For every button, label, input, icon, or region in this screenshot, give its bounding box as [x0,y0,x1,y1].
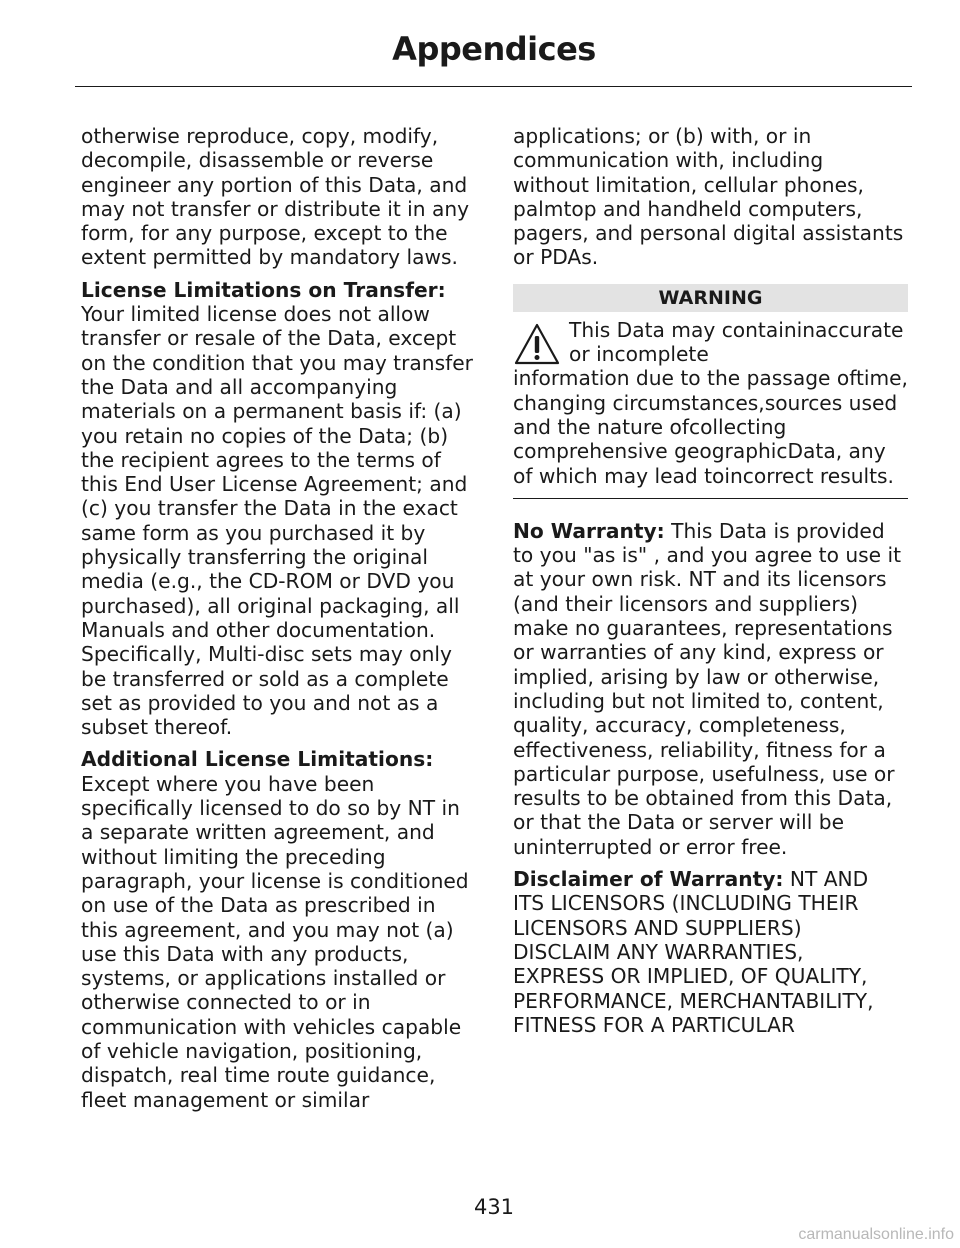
text-line: EXPRESS OR IMPLIED, OF QUALITY, [513,964,868,989]
warning-header: WARNING [513,284,908,312]
text-line: ITS LICENSORS (INCLUDING THEIR [513,891,859,916]
text-line: implied, arising by law or otherwise, [513,664,880,689]
paragraph-additional-limitations [81,747,476,1111]
text-line: information due to the passage of [513,366,856,391]
text-line: DISCLAIM ANY WARRANTIES, [513,939,804,964]
paragraph-disclaimer [513,867,908,1037]
warning-triangle-icon [513,322,561,366]
text-line: subset thereof. [81,715,233,740]
text-line: including but not limited to, content, [513,688,884,713]
heading-disclaimer: Disclaimer of Warranty: [513,867,784,892]
no-warranty-body [513,543,908,859]
text-line: paragraph, your license is conditioned [81,868,469,893]
text-line: results to be obtained from this Data, [513,786,893,811]
warning-text-indented [513,318,908,367]
warning-text [513,366,908,487]
disclaimer-first-rest: NT AND [783,867,869,892]
no-warranty-first-rest: This Data is provided [664,518,885,543]
text-line: you retain no copies of the Data; (b) [81,423,449,448]
text-line: on the condition that you may transfer [81,350,473,375]
text-line: specifically licensed to do so by NT in [81,796,460,821]
text-line: This Data may contain [569,317,797,342]
page-number: 431 [473,1195,515,1219]
text-line: same form as you purchased it by [81,520,426,545]
text-line: make no guarantees, representations [513,616,893,641]
text-line: media (e.g., the CD-ROM or DVD you [81,569,455,594]
header-divider [75,86,912,87]
heading-additional-limitations: Additional License Limitations: [81,747,434,772]
paragraph-reproduction [81,124,476,270]
text-line: fleet management or similar [81,1087,370,1112]
text-line: decompile, disassemble or reverse [81,148,434,173]
text-line: communication with vehicles capable [81,1014,462,1039]
text-line: to you "as is" , and you agree to use it [513,543,902,568]
no-warranty-first-line [513,519,908,543]
text-line: time, changing circumstances, [513,366,908,415]
text-line: sources used and the nature of [513,390,898,439]
text-line: (c) you transfer the Data in the exact [81,496,458,521]
text-line: FITNESS FOR A PARTICULAR [513,1012,795,1037]
text-line: form, for any purpose, except to the [81,221,448,246]
text-line: Specifically, Multi-disc sets may only [81,642,452,667]
disclaimer-body [513,891,908,1037]
text-line: or PDAs. [513,245,599,270]
text-line: incorrect results. [724,463,894,488]
text-line: without limitation, cellular phones, [513,172,864,197]
license-transfer-body [81,302,476,739]
text-line: palmtop and handheld computers, [513,196,863,221]
text-line: set as provided to you and not as a [81,690,439,715]
heading-no-warranty: No Warranty: [513,518,665,543]
text-line: PERFORMANCE, MERCHANTABILITY, [513,988,874,1013]
text-line: materials on a permanent basis if: (a) [81,399,462,424]
text-line: quality, accuracy, completeness, [513,713,846,738]
text-line: extent permitted by mandatory laws. [81,245,458,270]
text-line: inaccurate or incomplete [569,317,904,367]
text-line: may not transfer or distribute it in any [81,196,470,221]
text-line: pagers, and personal digital assistants [513,221,904,246]
text-line: or that the Data or server will be [513,810,845,835]
disclaimer-first-line [513,867,908,891]
text-line: effectiveness, reliability, fitness for a [513,737,886,762]
warning-block [513,318,908,488]
watermark: carmanualsonline.info [798,1226,954,1243]
additional-limitations-body [81,772,476,1112]
text-line: transfer or resale of the Data, except [81,326,457,351]
page-title: Appendices [392,30,596,68]
text-line: (and their licensors and suppliers) [513,591,859,616]
text-line: uninterrupted or error free. [513,834,788,859]
text-line: physically transferring the original [81,545,429,570]
text-line: communication with, including [513,148,824,173]
paragraph-no-warranty [513,519,908,859]
text-line: systems, or applications installed or [81,966,446,991]
right-column [513,124,908,1045]
text-line: Data, any of which may lead to [513,439,886,488]
text-line: dispatch, real time route guidance, [81,1063,436,1088]
text-line: Manuals and other documentation. [81,617,436,642]
text-line: otherwise reproduce, copy, modify, [81,124,439,148]
text-line: purchased), all original packaging, all [81,593,460,618]
text-line: of vehicle navigation, positioning, [81,1038,423,1063]
text-line: the Data and all accompanying [81,374,398,399]
text-line: be transferred or sold as a complete [81,666,449,691]
text-line: LICENSORS AND SUPPLIERS) [513,915,802,940]
text-line: particular purpose, usefulness, use or [513,761,895,786]
text-line: the recipient agrees to the terms of [81,447,441,472]
text-line: at your own risk. NT and its licensors [513,567,887,592]
text-line: engineer any portion of this Data, and [81,172,468,197]
warning-divider [513,498,908,499]
left-column [81,124,476,1120]
text-line: without limiting the preceding [81,844,386,869]
paragraph-license-transfer [81,278,476,740]
paragraph-applications [513,124,908,270]
text-line: Your limited license does not allow [81,302,430,327]
text-line: Except where you have been [81,771,375,796]
text-line: on use of the Data as prescribed in [81,893,436,918]
text-line: or warranties of any kind, express or [513,640,884,665]
heading-license-transfer: License Limitations on Transfer: [81,277,446,302]
text-line: collecting comprehensive geographic [513,414,788,464]
text-line: this agreement, and you may not (a) [81,917,454,942]
text-line: use this Data with any products, [81,941,409,966]
text-line: applications; or (b) with, or in [513,124,812,148]
text-line: a separate written agreement, and [81,820,435,845]
text-line: this End User License Agreement; and [81,472,468,497]
text-line: otherwise connected to or in [81,990,371,1015]
